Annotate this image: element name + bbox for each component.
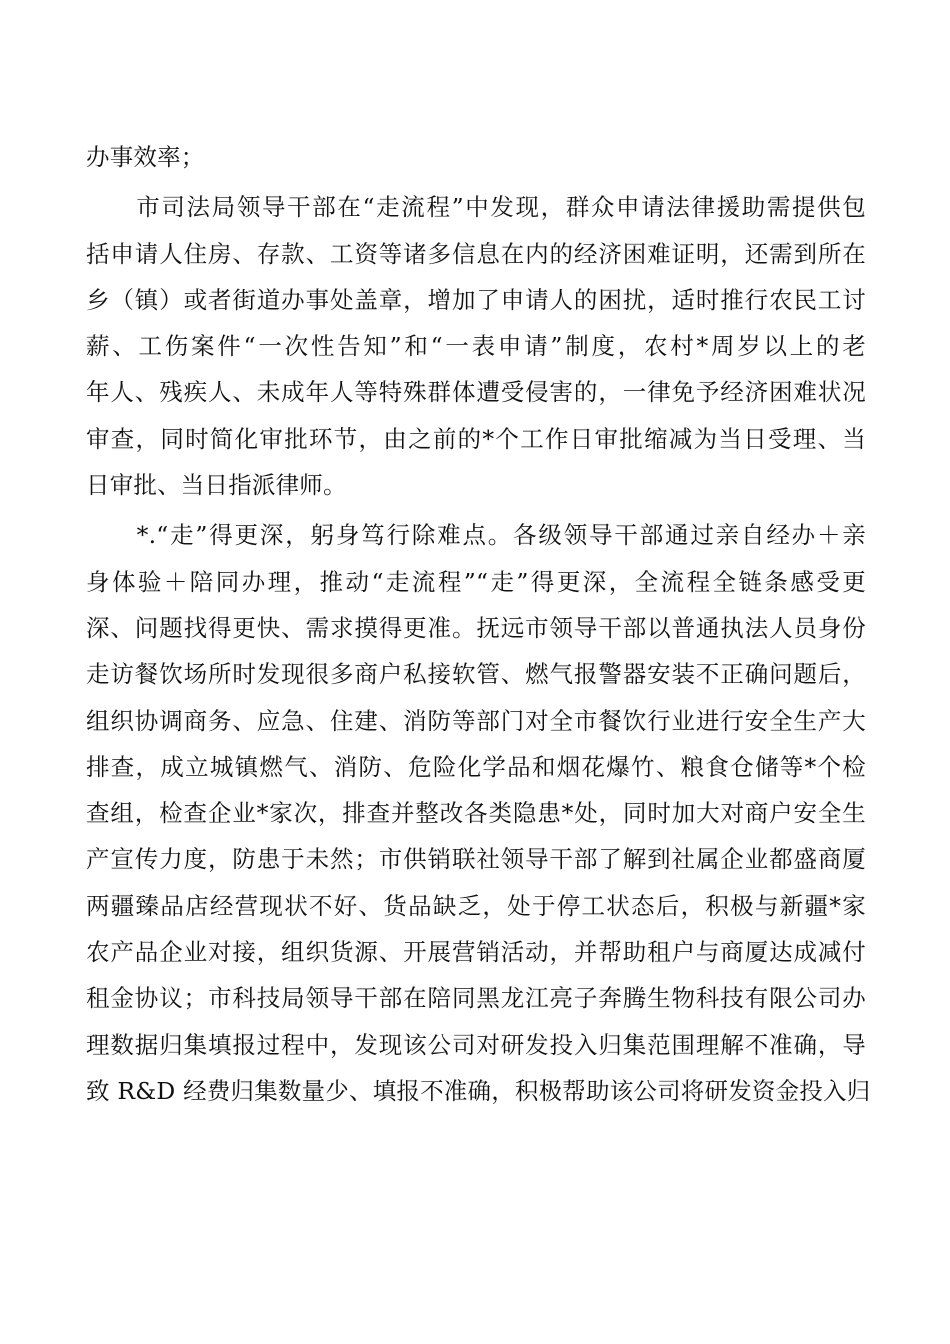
text-line: 农产品企业对接，组织货源、开展营销活动，并帮助租户与商厦达成减付 xyxy=(86,938,866,967)
text-line: 乡（镇）或者街道办事处盖章，增加了申请人的困扰，适时推行农民工讨 xyxy=(86,285,866,314)
document-body xyxy=(86,134,871,1114)
text-line: 理数据归集填报过程中，发现该公司对研发投入归集范围理解不准确，导 xyxy=(86,1030,866,1059)
text-line: 深、问题找得更快、需求摸得更准。抚远市领导干部以普通执法人员身份 xyxy=(86,613,866,642)
text-line: 组织协调商务、应急、住建、消防等部门对全市餐饮行业进行安全生产大 xyxy=(86,706,866,735)
text-line: 致 R&D 经费归集数量少、填报不准确，积极帮助该公司将研发资金投入归 xyxy=(86,1076,871,1105)
text-line: 身体验＋陪同办理，推动“走流程”“走”得更深，全流程全链条感受更 xyxy=(86,567,866,596)
text-line: 年人、残疾人、未成年人等特殊群体遭受侵害的，一律免予经济困难状况 xyxy=(86,378,866,407)
text-line: 办事效率； xyxy=(86,143,205,171)
text-line: 日审批、当日指派律师。 xyxy=(86,471,347,500)
text-line: *.“走”得更深，躬身笃行除难点。各级领导干部通过亲自经办＋亲 xyxy=(86,521,866,550)
text-line: 走访餐饮场所时发现很多商户私接软管、燃气报警器安装不正确问题后， xyxy=(86,660,866,689)
text-line: 两疆臻品店经营现状不好、货品缺乏，处于停工状态后，积极与新疆*家 xyxy=(86,891,866,920)
text-line: 审查，同时简化审批环节，由之前的*个工作日审批缩减为当日受理、当 xyxy=(86,424,866,453)
text-line: 括申请人住房、存款、工资等诸多信息在内的经济困难证明，还需到所在 xyxy=(86,239,866,268)
paragraph xyxy=(86,184,866,508)
text-line: 市司法局领导干部在“走流程”中发现，群众申请法律援助需提供包 xyxy=(86,193,866,222)
text-line: 产宣传力度，防患于未然；市供销联社领导干部了解到社属企业都盛商厦 xyxy=(86,845,866,874)
paragraph xyxy=(86,512,871,1114)
text-line: 查组，检查企业*家次，排查并整改各类隐患*处，同时加大对商户安全生 xyxy=(86,799,866,828)
text-line: 租金协议；市科技局领导干部在陪同黑龙江亮子奔腾生物科技有限公司办 xyxy=(86,984,866,1013)
text-line: 薪、工伤案件“一次性告知”和“一表申请”制度，农村*周岁以上的老 xyxy=(86,332,866,361)
paragraph xyxy=(86,134,866,180)
text-line: 排查，成立城镇燃气、消防、危险化学品和烟花爆竹、粮食仓储等*个检 xyxy=(86,752,866,781)
